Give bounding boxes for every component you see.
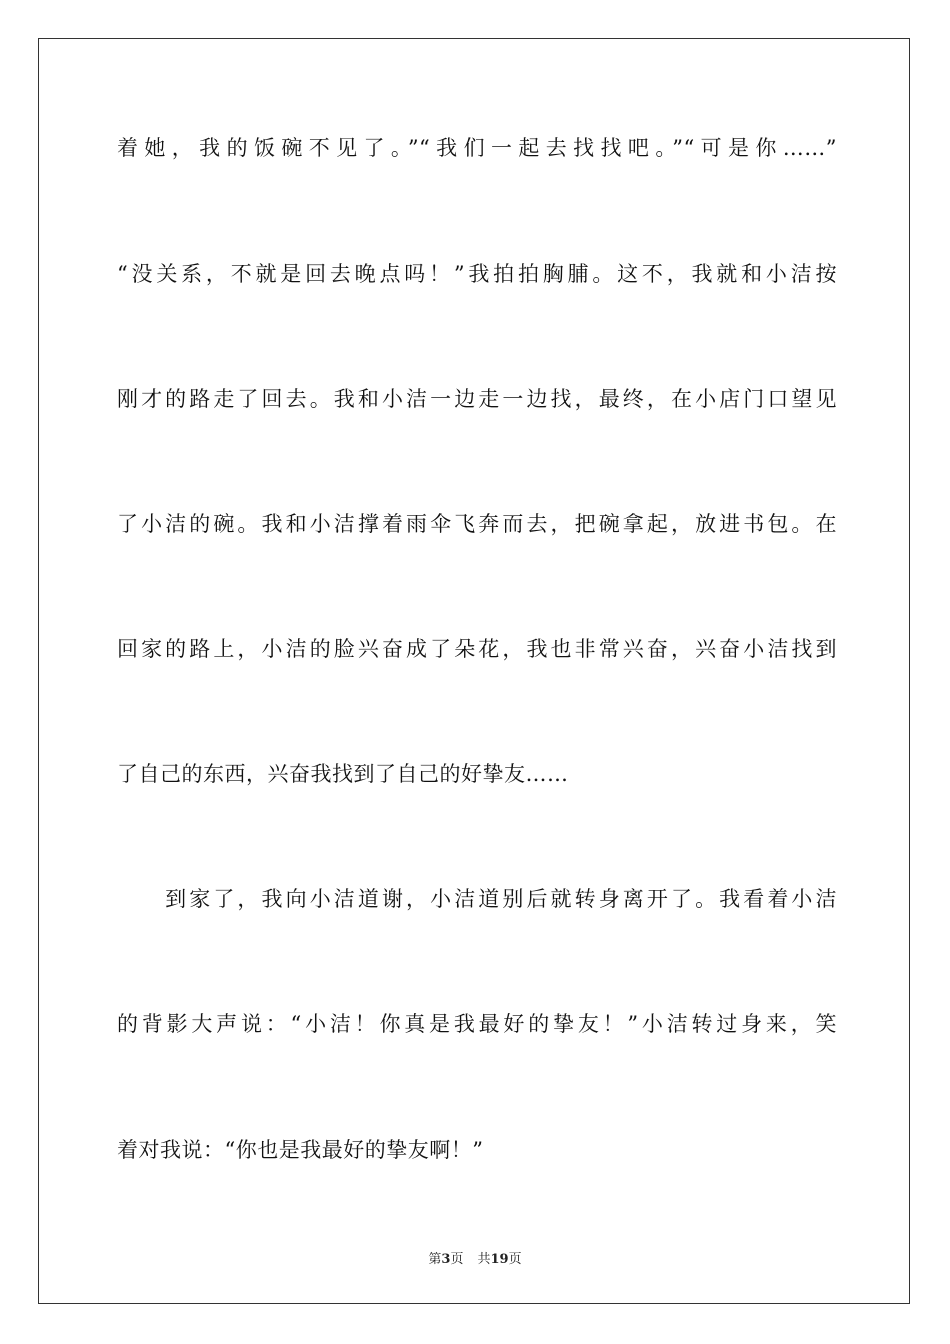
total-suffix: 页 <box>508 1252 522 1267</box>
paragraph-line-3: 刚才的路走了回去。我和小洁一边走一边找，最终，在小店门口望见 <box>117 387 837 411</box>
total-prefix: 共 <box>477 1252 491 1267</box>
paragraph-line-5: 回家的路上，小洁的脸兴奋成了朵花，我也非常兴奋，兴奋小洁找到 <box>117 637 837 661</box>
paragraph-line-9: 着对我说：“你也是我最好的挚友啊！” <box>117 1138 484 1162</box>
page-frame <box>38 38 910 1304</box>
paragraph-line-4: 了小洁的碗。我和小洁撑着雨伞飞奔而去，把碗拿起，放进书包。在 <box>117 512 837 536</box>
total-pages: 19 <box>490 1252 509 1267</box>
paragraph-line-2: “没关系，不就是回去晚点吗！”我拍拍胸脯。这不，我就和小洁按 <box>117 262 837 286</box>
page-suffix: 页 <box>450 1252 464 1267</box>
page-prefix: 第 <box>428 1252 442 1267</box>
paragraph-line-1: 着她，我的饭碗不见了。”“我们一起去找找吧。”“可是你……” <box>117 136 837 160</box>
page-number: 3 <box>441 1252 451 1267</box>
paragraph-line-8: 的背影大声说：“小洁！你真是我最好的挚友！”小洁转过身来，笑 <box>117 1012 837 1036</box>
paragraph-line-6: 了自己的东西，兴奋我找到了自己的好挚友…… <box>117 762 569 786</box>
page-footer <box>0 1248 950 1267</box>
paragraph-line-7: 到家了，我向小洁道谢，小洁道别后就转身离开了。我看着小洁 <box>117 887 837 911</box>
